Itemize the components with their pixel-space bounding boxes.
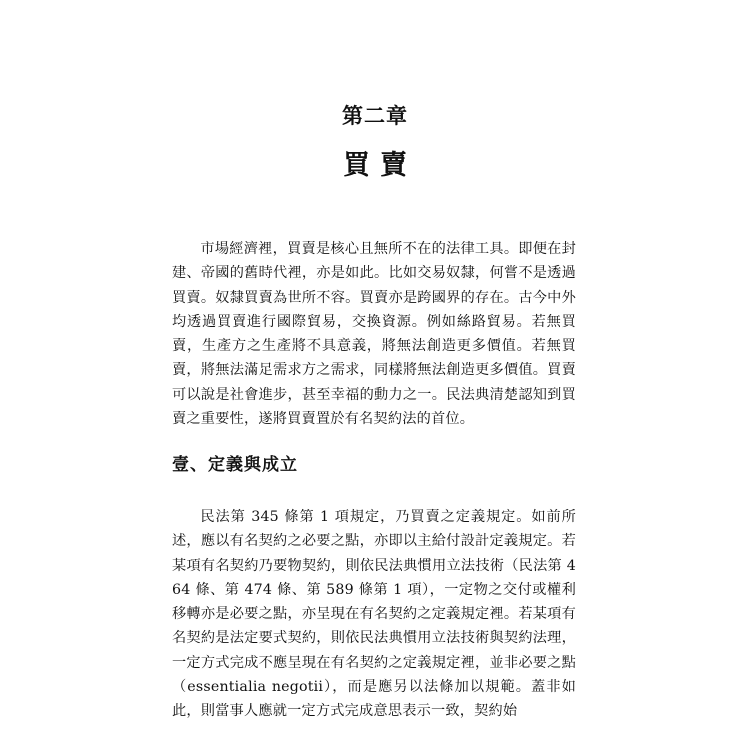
section-heading: 壹、定義與成立 xyxy=(172,455,298,475)
section-text-block xyxy=(172,505,576,724)
chapter-title: 買賣 xyxy=(343,150,417,181)
section-paragraph: 民法第 345 條第 1 項規定，乃買賣之定義規定。如前所述，應以有名契約之必要之點，亦即以主給付設計定義規定。若某項有名契約乃要物契約，則依民法典慣用立法技術（民法第 464 條、第 474 條、第 589 條第 1 項），一定物之交付或權利移轉亦是必要之點，亦呈現在有名契約之定義規定裡。若某項有名契約是法定要式契約，則依民法典慣用立法技術與契約法理，一定方式完成不應呈現在有名契約之定義規定裡，並非必要之點（essentialia negotii），而是應另以法條加以規範。蓋非如此，則當事人應就一定方式完成意思表示一致，契約始 xyxy=(172,509,576,720)
chapter-number: 第二章 xyxy=(342,103,408,128)
chapter-header xyxy=(0,100,750,186)
intro-text-block xyxy=(172,237,576,431)
intro-paragraph: 市場經濟裡，買賣是核心且無所不在的法律工具。即便在封建、帝國的舊時代裡，亦是如此。比如交易奴隸，何嘗不是透過買賣。奴隸買賣為世所不容。買賣亦是跨國界的存在。古今中外均透過買賣進行國際貿易，交換資源。例如絲路貿易。若無買賣，生產方之生產將不具意義，將無法創造更多價值。若無買賣，將無法滿足需求方之需求，同樣將無法創造更多價值。買賣可以說是社會進步，甚至幸福的動力之一。民法典清楚認知到買賣之重要性，遂將買賣置於有名契約法的首位。 xyxy=(172,241,576,428)
